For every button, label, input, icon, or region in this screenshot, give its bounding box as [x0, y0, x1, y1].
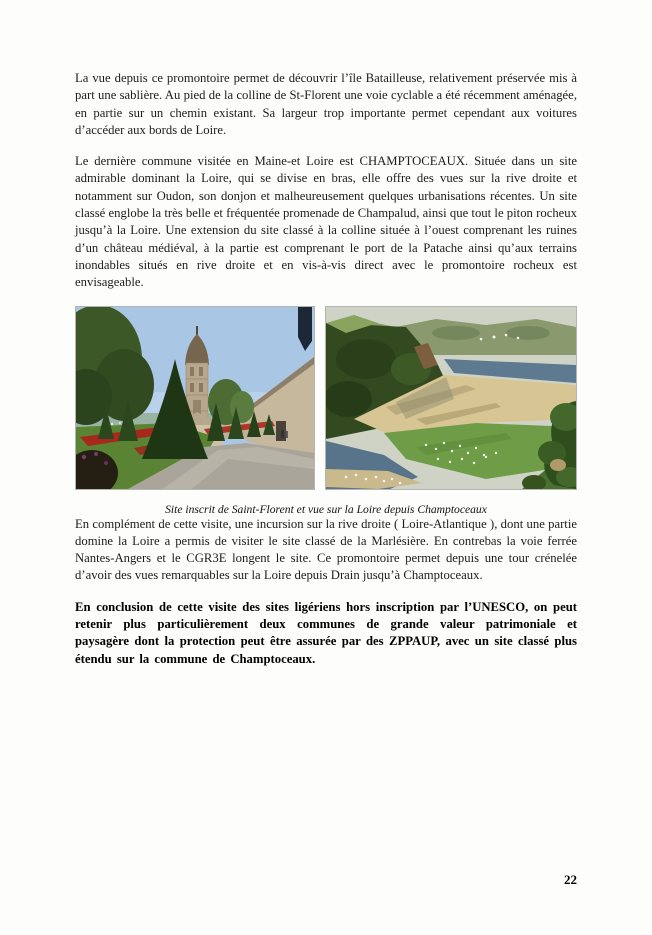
page-content — [75, 70, 577, 682]
paragraph-2: Le dernière commune visitée en Maine-et Loire est CHAMPTOCEAUX. Située dans un site admirable dominant la Loire, qui se divise en bras, elle offre des vues sur la rive droite et notamment sur Oudon, son donjon et malheureusement quelques urbanisations récentes. Un site classé englobe la très belle et fréquentée promenade de Champalud, ainsi que tout le piton rocheux jusqu’à la Loire. Une extension du site classé à la colline située à l’ouest comprenant les ruines d’un château médiéval, à la partie est comprenant le port de la Patache ainsi qu’aux terrains inondables situés en rive droite et en vis-à-vis direct avec le promontoire rocheux est envisageable. — [75, 154, 577, 290]
figure-caption: Site inscrit de Saint-Florent et vue sur la Loire depuis Champtoceaux — [165, 502, 487, 516]
saint-florent-garden-illustration — [76, 307, 314, 489]
paragraph-4-conclusion: En conclusion de cette visite des sites ligériens hors inscription par l’UNESCO, on peut retenir plus particulièrement deux communes de grande valeur patrimoniale et paysagère dont la protection peut être assurée par des ZPPAUP, avec un site classé plus étendu sur la commune de Champtoceaux. — [75, 599, 577, 666]
figure-photos — [75, 306, 577, 490]
paragraph-3: En complément de cette visite, une incursion sur la rive droite ( Loire-Atlantique ), dont une partie domine la Loire a permis de visiter le site classé de la Marlésière. En contrebas la voie ferrée Nantes-Angers et le CGR3E longent le site. Ce promontoire permet depuis une tour crénelée d’avoir des vues remarquables sur la Loire depuis Drain jusqu’à Champtoceaux. — [75, 516, 577, 583]
photo-saint-florent-garden — [75, 306, 315, 490]
photo-loire-from-champtoceaux — [325, 306, 577, 490]
loire-view-illustration — [326, 307, 576, 489]
tiny-figure — [281, 430, 284, 438]
paragraph-1: La vue depuis ce promontoire permet de découvrir l’île Batailleuse, relativement préservée mis à part une sablière. Au pied de la colline de St-Florent une voie cyclable a été récemment aménagée, en partie sur un chemin existant. Sa largeur trop importante permet cependant aux voitures d’accéder aux bords de Loire. — [75, 71, 577, 137]
page-number: 22 — [564, 872, 577, 887]
